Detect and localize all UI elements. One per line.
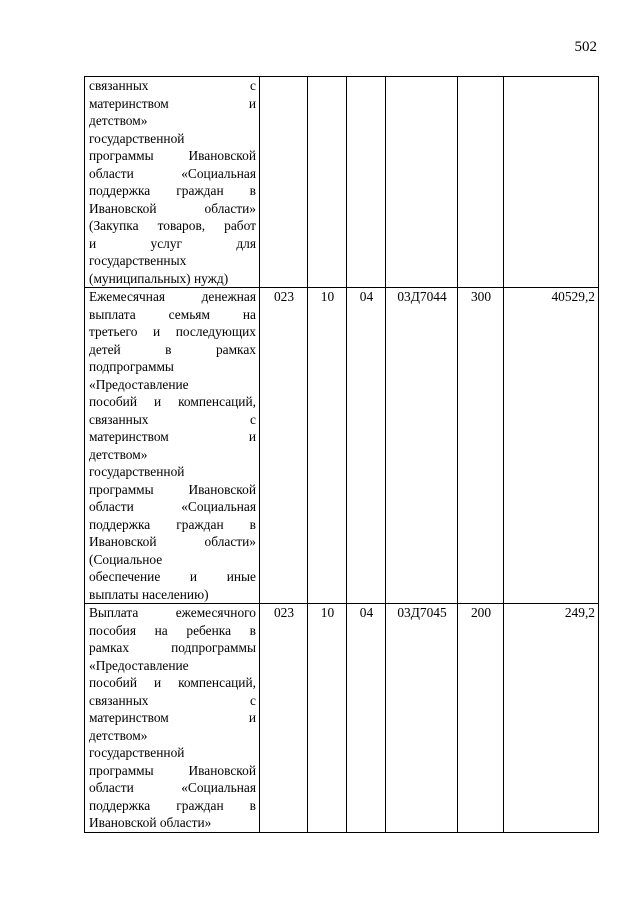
expense-name-line: области «Социальная — [89, 499, 256, 514]
expense-name-line: пособий и компенсаций, — [89, 394, 256, 409]
section-code: 10 — [308, 288, 347, 604]
expense-type-code: 200 — [458, 604, 504, 833]
expense-name-line: связанных с — [89, 411, 256, 427]
expense-name-line: (муниципальных) нужд) — [89, 270, 229, 286]
expense-name-cell — [85, 288, 260, 604]
expense-name-line: связанных с — [89, 692, 256, 708]
expense-name-line: детей в рамках — [89, 341, 256, 357]
expense-name-line: государственной — [89, 464, 185, 479]
expense-name-line: подпрограммы — [89, 359, 174, 374]
expense-name-line: выплата семьям на — [89, 306, 256, 322]
budget-table-body — [85, 77, 599, 833]
target-article-code: 03Д7045 — [386, 604, 458, 833]
expense-name-line: детством» — [89, 727, 148, 743]
table-row — [85, 604, 599, 833]
expense-name-line: рамках подпрограммы — [89, 640, 256, 655]
expense-name-line: программы Ивановской — [89, 762, 256, 778]
target-article-code — [386, 77, 458, 288]
section-code — [308, 77, 347, 288]
target-article-code: 03Д7044 — [386, 288, 458, 604]
table-row — [85, 77, 599, 288]
amount-value: 40529,2 — [504, 288, 599, 604]
amount-value — [504, 77, 599, 288]
expense-name-line: выплаты населению) — [89, 586, 209, 602]
expense-name-line: «Предоставление — [89, 657, 189, 673]
subsection-code: 04 — [347, 288, 386, 604]
expense-name-line: обеспечение и иные — [89, 569, 256, 584]
expense-name-line: детством» — [89, 113, 148, 128]
page-number: 502 — [574, 39, 597, 55]
expense-name-line: (Закупка товаров, работ — [89, 218, 256, 233]
expense-name-line: и услуг для — [89, 235, 256, 251]
expense-name-line: материнством и — [89, 429, 256, 444]
expense-name-line: пособий и компенсаций, — [89, 675, 256, 690]
expense-name-line: связанных с — [89, 78, 256, 93]
expense-name-line: Ивановской области» — [89, 200, 256, 216]
expense-name-line: (Социальное — [89, 551, 163, 567]
expense-name-line: материнством и — [89, 710, 256, 725]
expense-name-line: Ивановской области» — [89, 815, 212, 830]
expense-name-line: материнством и — [89, 95, 256, 111]
expense-name-line: государственной — [89, 745, 185, 760]
expense-name-line: государственной — [89, 130, 185, 146]
expense-type-code — [458, 77, 504, 288]
table-row — [85, 288, 599, 604]
amount-value: 249,2 — [504, 604, 599, 833]
subsection-code — [347, 77, 386, 288]
chief-administrator-code: 023 — [260, 604, 308, 833]
expense-name-line: Ежемесячная денежная — [89, 289, 256, 304]
expense-name-line: третьего и последующих — [89, 324, 256, 339]
expense-name-line: поддержка граждан в — [89, 516, 256, 532]
expense-name-line: пособия на ребенка в — [89, 622, 256, 638]
expense-name-line: программы Ивановской — [89, 148, 256, 163]
chief-administrator-code: 023 — [260, 288, 308, 604]
expense-name-line: Ивановской области» — [89, 534, 256, 549]
expense-name-line: программы Ивановской — [89, 481, 256, 497]
expense-name-cell — [85, 604, 260, 833]
expense-name-line: области «Социальная — [89, 780, 256, 795]
section-code: 10 — [308, 604, 347, 833]
expense-name-line: поддержка граждан в — [89, 183, 256, 198]
expense-name-line: области «Социальная — [89, 165, 256, 181]
expense-name-line: «Предоставление — [89, 376, 189, 392]
expense-name-line: Выплата ежемесячного — [89, 605, 256, 620]
chief-administrator-code — [260, 77, 308, 288]
subsection-code: 04 — [347, 604, 386, 833]
expense-name-cell — [85, 77, 260, 288]
budget-table — [84, 76, 599, 833]
expense-name-line: государственных — [89, 253, 187, 268]
expense-name-line: детством» — [89, 446, 148, 462]
expense-name-line: поддержка граждан в — [89, 797, 256, 813]
expense-type-code: 300 — [458, 288, 504, 604]
